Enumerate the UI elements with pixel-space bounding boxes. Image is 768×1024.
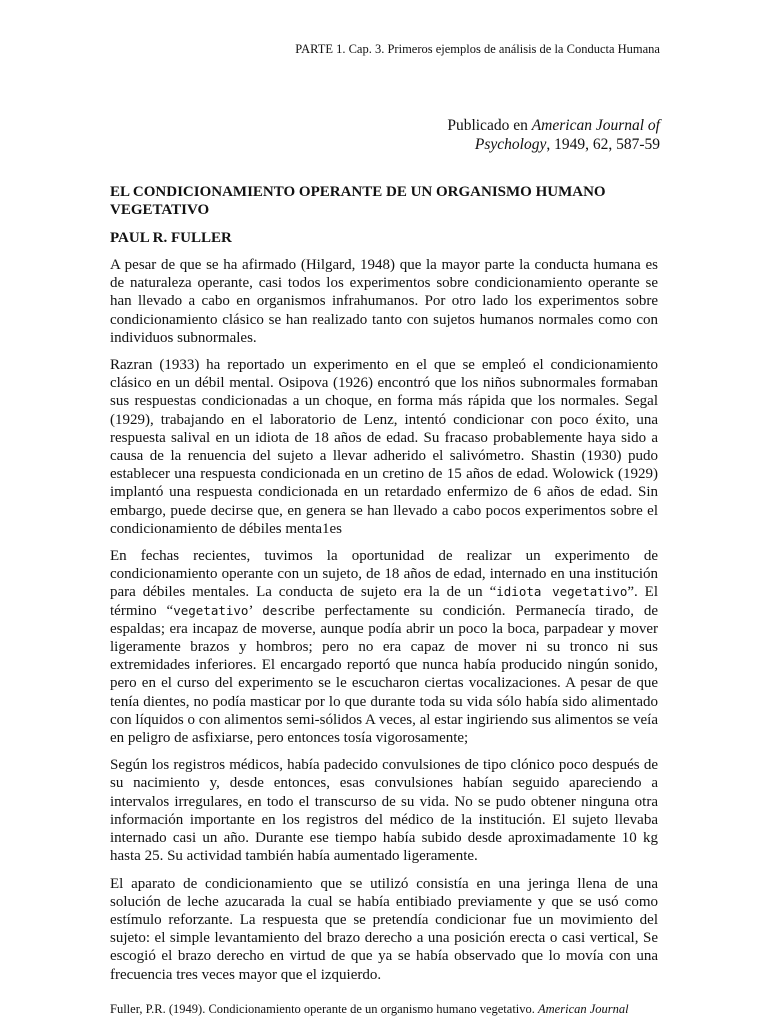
term-vegetativo: vegetativo bbox=[173, 602, 249, 618]
footer-citation bbox=[110, 1001, 670, 1017]
paragraph-3-part-b: ”. El término “ bbox=[110, 584, 658, 619]
term-idiota-vegetativo: idiota vegetativo bbox=[496, 584, 628, 600]
footer-journal: American Journal bbox=[538, 1002, 629, 1016]
citation-journal-line-2: Psychology bbox=[474, 136, 547, 153]
footer-text: Fuller, P.R. (1949). Condicionamiento operante de un organismo humano vegetativo. bbox=[110, 1002, 539, 1016]
running-header: PARTE 1. Cap. 3. Primeros ejemplos de análisis de la Conducta Humana bbox=[295, 42, 660, 56]
paragraph-4: Según los registros médicos, había padecido convulsiones de tipo clónico poco después de su nacimiento y, desde entonces, esas convulsiones habían seguido apareciendo a intervalos irregulares, en todo el transcurso de su vida. No se pudo obtener ninguna otra información importante en los registros del médico de la institución. El sujeto llevaba internado casi un año. Durante ese tiempo había subido desde aproximadamente 10 kg hasta 25. Su actividad también había aumentado ligeramente. bbox=[110, 757, 658, 865]
paragraph-1: A pesar de que se ha afirmado (Hilgard, 1948) que la mayor parte la conducta humana es de naturaleza operante, casi todos los experimentos sobre condicionamiento operante se han llevado a cabo en organismos infrahumanos. Por otro lado los experimentos sobre condicionamiento clásico se han realizado tanto con sujetos humanos normales como con individuos subnormales. bbox=[110, 257, 658, 346]
citation-line-1 bbox=[447, 116, 660, 135]
paragraph-5: El aparato de condicionamiento que se utilizó consistía en una jeringa llena de una solución de leche azucarada la cual se había entibiado previamente y que se usó como estímulo reforzante. La respuesta que se pretendía condicionar fue un movimiento del sujeto: el simple levantamiento del brazo derecho a una posición erecta o casi vertical, Se escogió el brazo derecho en virtud de que ya se había observado que lo movía con una frecuencia tres veces mayor que el izquierdo. bbox=[110, 875, 658, 983]
article-body bbox=[110, 183, 658, 993]
citation-journal-line-1: American Journal of bbox=[531, 117, 660, 134]
article-title: EL CONDICIONAMIENTO OPERANTE DE UN ORGANISMO HUMANO VEGETATIVO bbox=[110, 184, 606, 218]
article-author: PAUL R. FULLER bbox=[110, 230, 232, 246]
paragraph-3-part-c: ’ bbox=[248, 602, 263, 619]
paragraph-3-part-a: En fechas recientes, tuvimos la oportunidad de realizar un experimento de condicionamiento operante con un sujeto, de 18 años de edad, internado en una institución para débiles mentales. La conducta de sujeto era la de un “ bbox=[110, 548, 658, 601]
term-des: des bbox=[262, 602, 285, 618]
paragraph-3-part-d: cribe perfectamente su condición. Permanecía tirado, de espaldas; era incapaz de moverse, aunque podía abrir un poco la boca, parpadear y mover ligeramente brazos y hombros; pero no era capaz de mover ni su tronco ni sus extremidades inferiores. El encargado reportó que nunca había producido ningún sonido, pero en el curso del experimento se le escucharon ciertas vocalizaciones. A pesar de que tenía dientes, no podía masticar por lo que durante toda su vida sólo había sido alimentado con líquidos o con alimentos semi-sólidos A veces, al estar ingiriendo sus alimentos se veía en peligro de asfixiarse, pero entonces tosía vigorosamente; bbox=[110, 602, 658, 747]
citation-details: , 1949, 62, 587-59 bbox=[546, 136, 660, 153]
publication-citation bbox=[447, 116, 660, 154]
paragraph-2: Razran (1933) ha reportado un experimento en el que se empleó el condicionamiento clásico en un débil mental. Osipova (1926) encontró que los niños subnormales formaban sus respuestas condicionadas a un choque, en forma más rápida que los normales. Segal (1929), trabajando en el laboratorio de Lenz, intentó condicionar con poco éxito, una respuesta salival en un idiota de 18 años de edad. Su fracaso probablemente haya sido a causa de la renuencia del sujeto a llevar adherido el salivómetro. Shastin (1930) pudo establecer una respuesta condicionada en un cretino de 15 años de edad. Wolowick (1929) implantó una respuesta condicionada en un retardado enfermizo de 6 años de edad. Sin embargo, puede decirse que, en genera se han llevado a cabo pocos experimentos sobre el condicionamiento de débiles menta1es bbox=[110, 357, 658, 537]
citation-prefix: Publicado en bbox=[447, 117, 532, 134]
citation-line-2 bbox=[447, 135, 660, 154]
paragraph-3 bbox=[110, 547, 658, 747]
